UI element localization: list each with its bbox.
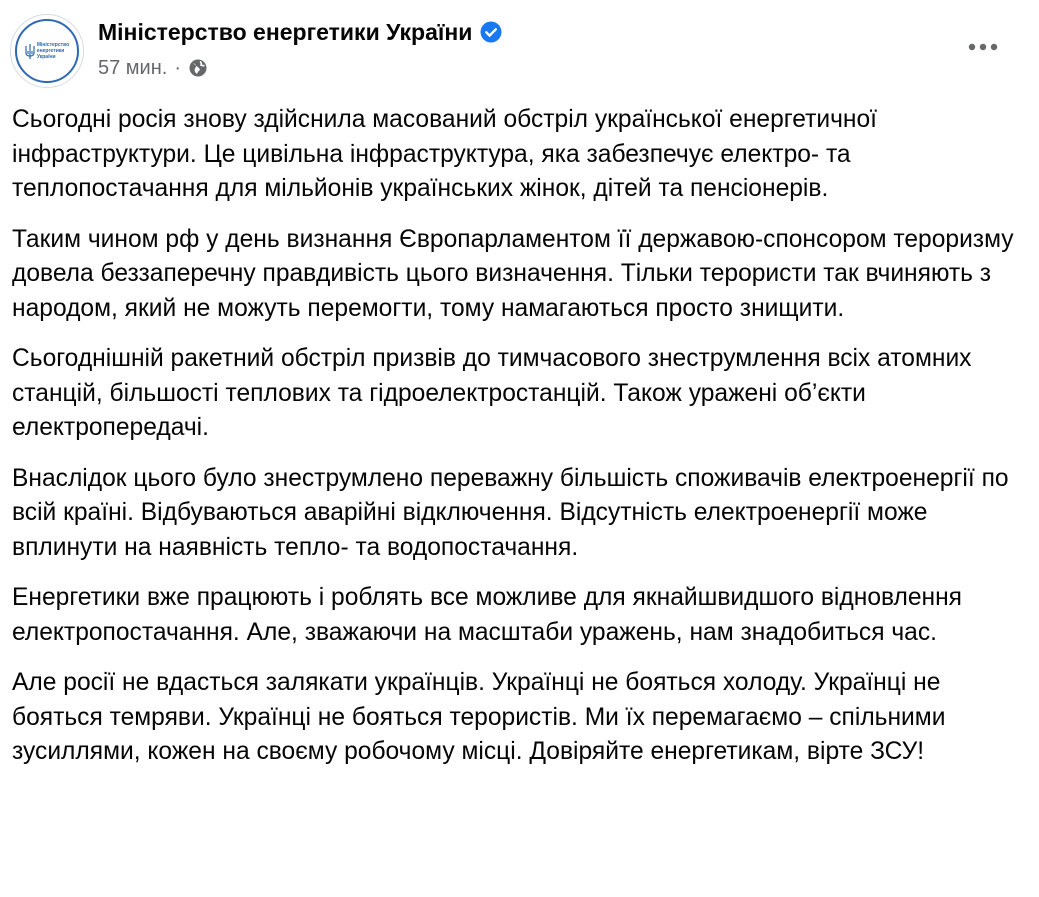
post-paragraph: Але росії не вдасться залякати українців. Українці не бояться холоду. Українці не бояться темряви. Українці не бояться терористів. Ми їх перемагаємо – спільними зусиллями, кожен на своєму робочому місці. Довіряйте енергетикам, вірте ЗСУ! [12, 669, 946, 765]
verified-badge-icon [480, 21, 502, 43]
page-name-row [98, 17, 502, 47]
trident-icon [25, 43, 35, 59]
meta-separator: · [174, 57, 181, 79]
post-paragraph: Внаслідок цього було знеструмлено переважну більшість споживачів електроенергії по всій країні. Відбуваються аварійні відключення. Відсутність електроенергії може вплинути на наявність тепло- та водопостачання. [12, 464, 1009, 561]
post-timestamp[interactable]: 57 мин. [98, 57, 168, 79]
post-paragraph: Таким чином рф у день визнання Європарламентом її державою-спонсором тероризму довела беззаперечну правдивість цього визначення. Тільки терористи так вчиняють з народом, який не можуть перемогти, тому намагаються просто знищити. [12, 225, 1014, 322]
post-paragraph: Сьогодні росія знову здійснила масований обстріл української енергетичної інфраструктури. Це цивільна інфраструктура, яка забезпечує електро- та теплопостачання для мільйонів українських жінок, дітей та пенсіонерів. [12, 106, 877, 202]
page-name-link[interactable]: Міністерство енергетики України [98, 19, 473, 45]
ministry-logo [15, 19, 79, 83]
post-paragraph: Енергетики вже працюють і роблять все можливе для якнайшвидшого відновлення електропостачання. Але, зважаючи на масштаби уражень, нам знадобиться час. [12, 584, 963, 646]
logo-text: Міністерство енергетики України [36, 42, 70, 60]
page-avatar[interactable] [10, 14, 84, 88]
post-header [0, 0, 1039, 100]
globe-icon[interactable] [188, 58, 208, 78]
post-paragraph: Сьогоднішній ракетний обстріл призвів до тимчасового знеструмлення всіх атомних станцій, більшості теплових та гідроелектростанцій. Також уражені об’єкти електропередачі. [12, 345, 972, 441]
post-text [12, 103, 1022, 786]
more-options-button[interactable] [962, 30, 1004, 64]
more-options-icon [967, 43, 999, 51]
post-meta [98, 56, 208, 80]
